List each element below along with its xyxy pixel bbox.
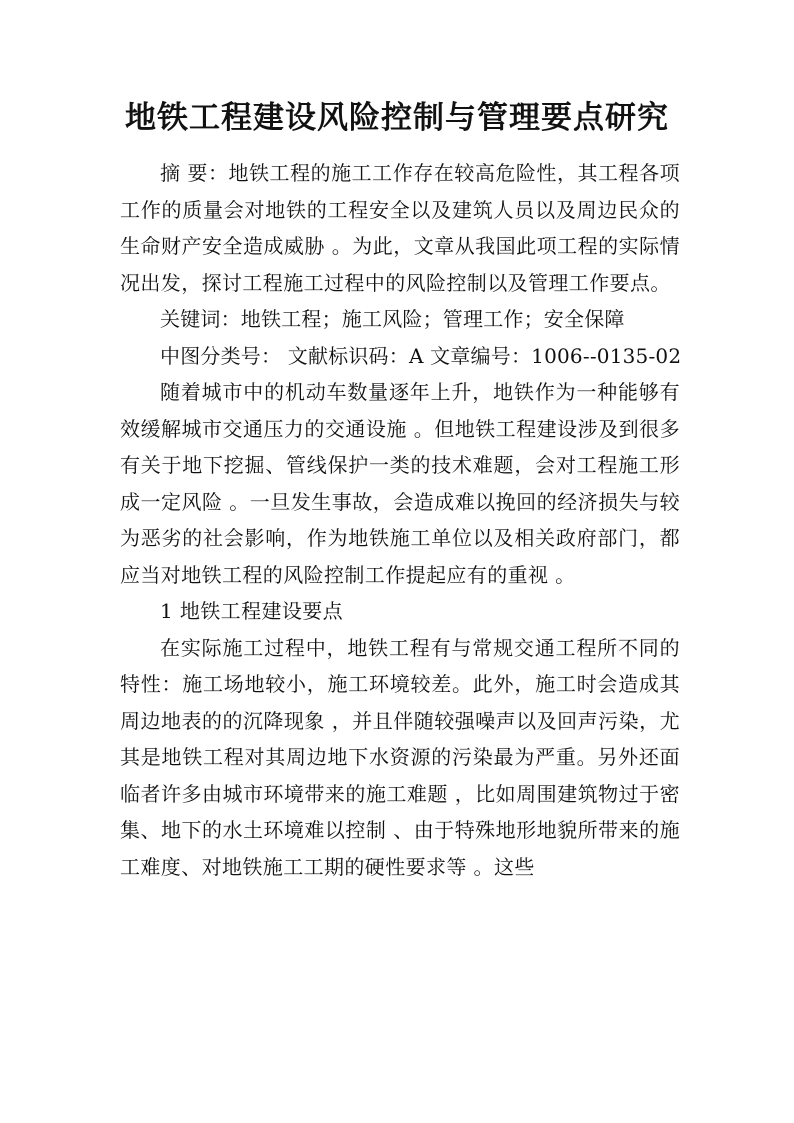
keywords-line: 关键词：地铁工程；施工风险；管理工作；安全保障 [160,307,625,331]
abstract-paragraph: 摘 要：地铁工程的施工工作存在较高危险性，其工程各项工作的质量会对地铁的工程安全以及建筑人员以及周边民众的生命财产安全造成威胁 。为此，文章从我国此项工程的实际情况出发，探讨工程施工过程中的风险控制以及管理工作要点。 [120,161,680,295]
document-body [120,155,680,885]
classification-line: 中图分类号： 文献标识码：A 文章编号：1006--0135-02 [160,343,682,368]
document-title: 地铁工程建设风险控制与管理要点研究 [125,100,669,136]
body-paragraph-2: 在实际施工过程中，地铁工程有与常规交通工程所不同的特性：施工场地较小，施工环境较差。此外，施工时会造成其周边地表的的沉降现象 ，并且伴随较强噪声以及回声污染，尤其是地铁工程对其周边地下水资源的污染最为严重。另外还面临者许多由城市环境带来的施工难题 ，比如周围建筑物过于密集、地下的水土环境难以控制 、由于特殊地形地貌所带来的施工难度、对地铁施工工期的硬性要求等 。这些 [120,635,680,879]
section-heading-1: 1 地铁工程建设要点 [160,599,344,623]
body-paragraph-1: 随着城市中的机动车数量逐年上升，地铁作为一种能够有效缓解城市交通压力的交通设施 。但地铁工程建设涉及到很多有关于地下挖掘、管线保护一类的技术难题，会对工程施工形成一定风险 。一旦发生事故，会造成难以挽回的经济损失与较为恶劣的社会影响，作为地铁施工单位以及相关政府部门，都应当对地铁工程的风险控制工作提起应有的重视 。 [120,380,680,587]
